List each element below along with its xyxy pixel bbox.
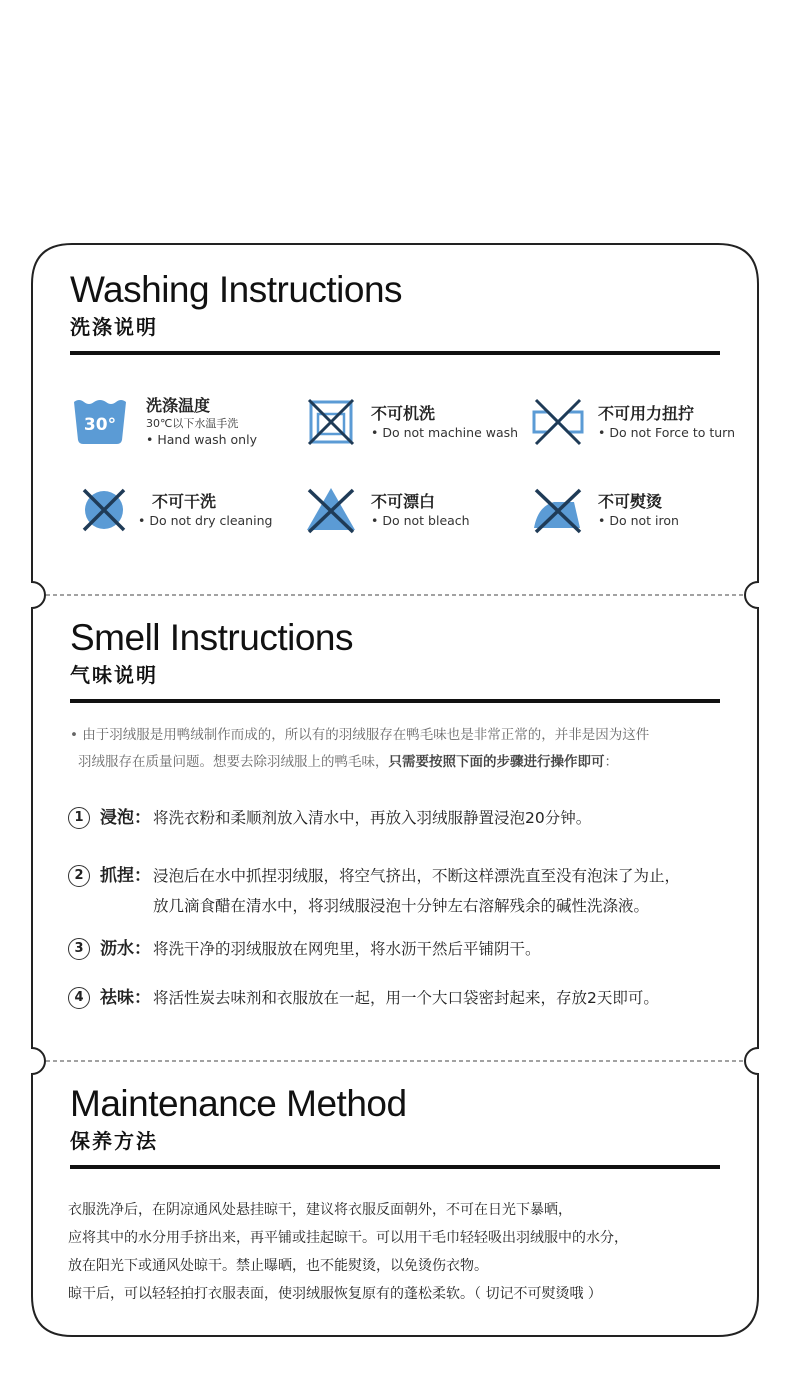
no-bleach-icon bbox=[303, 484, 359, 536]
wash-en: • Do not bleach bbox=[371, 512, 470, 528]
smell-header bbox=[70, 618, 720, 688]
washing-header bbox=[70, 270, 720, 340]
wash-en: • Do not dry cleaning bbox=[138, 512, 273, 528]
wash-item-hand-wash bbox=[72, 396, 257, 448]
maintenance-title-cn: 保养方法 bbox=[70, 1129, 158, 1153]
wash-en: • Do not iron bbox=[598, 512, 679, 528]
step-name: 浸泡： bbox=[100, 808, 151, 828]
washing-title-cn: 洗涤说明 bbox=[70, 315, 158, 339]
smell-intro-line2-b: 只需要按照下面的步骤进行操作即可 bbox=[388, 754, 605, 770]
step-line: 放几滴食醋在清水中，将羽绒服浸泡十分钟左右溶解残余的碱性洗涤液。 bbox=[153, 897, 650, 915]
maintenance-title-en: Maintenance Method bbox=[70, 1083, 407, 1124]
no-machine-wash-icon bbox=[303, 396, 359, 448]
wash-item-no-iron bbox=[530, 484, 679, 536]
wash-en: • Hand wash only bbox=[146, 432, 257, 447]
wash-label: 洗涤温度 bbox=[146, 396, 211, 415]
smell-rule bbox=[70, 699, 720, 703]
smell-title-en: Smell Instructions bbox=[70, 617, 353, 658]
step-line: 将洗干净的羽绒服放在网兜里，将水沥干然后平铺阴干。 bbox=[153, 940, 541, 958]
no-wring-icon bbox=[530, 396, 586, 448]
wash-item-no-dry-clean bbox=[78, 484, 272, 536]
smell-step-3 bbox=[68, 934, 738, 964]
no-dry-clean-icon bbox=[78, 484, 134, 536]
wash-label: 不可漂白 bbox=[371, 491, 436, 511]
smell-step-4 bbox=[68, 983, 738, 1013]
maintenance-line: 应将其中的水分用手挤出来，再平铺或挂起晾干。可以用干毛巾轻轻吸出羽绒服中的水分， bbox=[68, 1230, 628, 1246]
step-name: 祛味： bbox=[100, 988, 151, 1008]
no-iron-icon bbox=[530, 484, 586, 536]
step-number-badge: 2 bbox=[68, 865, 90, 887]
step-number-badge: 3 bbox=[68, 938, 90, 960]
step-line: 将活性炭去味剂和衣服放在一起，用一个大口袋密封起来，存放2天即可。 bbox=[153, 989, 659, 1007]
maintenance-line: 晾干后，可以轻轻拍打衣服表面，使羽绒服恢复原有的蓬松柔软。（ 切记不可熨烫哦 ） bbox=[68, 1286, 602, 1302]
smell-intro-line2-a: 羽绒服存在质量问题。想要去除羽绒服上的鸭毛味， bbox=[78, 754, 389, 770]
maintenance-body bbox=[68, 1196, 728, 1308]
maintenance-header bbox=[70, 1084, 720, 1154]
smell-intro-line2-c: ： bbox=[604, 754, 618, 770]
wash-sub: 30℃以下水温手洗 bbox=[146, 417, 239, 430]
washing-title-en: Washing Instructions bbox=[70, 269, 403, 310]
step-name: 抓捏： bbox=[100, 866, 151, 886]
step-number-badge: 1 bbox=[68, 807, 90, 829]
washing-rule bbox=[70, 351, 720, 355]
maintenance-line: 衣服洗净后，在阴凉通风处悬挂晾干，建议将衣服反面朝外，不可在日光下暴晒， bbox=[68, 1202, 572, 1218]
maintenance-line: 放在阳光下或通风处晾干。禁止曝晒，也不能熨烫，以免烫伤衣物。 bbox=[68, 1258, 488, 1274]
wash-label: 不可熨烫 bbox=[598, 491, 663, 511]
smell-intro-line1: • 由于羽绒服是用鸭绒制作而成的，所以有的羽绒服存在鸭毛味也是非常正常的，并非是因为这件 bbox=[70, 727, 650, 743]
wash-item-no-machine bbox=[303, 396, 518, 448]
wash-item-no-wring bbox=[530, 396, 735, 448]
hand-wash-30-icon bbox=[72, 396, 128, 448]
wash-en: • Do not Force to turn bbox=[598, 424, 736, 440]
smell-step-1 bbox=[68, 803, 738, 833]
step-name: 沥水： bbox=[100, 939, 151, 959]
smell-title-cn: 气味说明 bbox=[70, 663, 158, 687]
wash-item-no-bleach bbox=[303, 484, 470, 536]
wash-en: • Do not machine wash bbox=[371, 424, 519, 440]
step-number-badge: 4 bbox=[68, 987, 90, 1009]
wash-label: 不可干洗 bbox=[152, 491, 217, 511]
smell-intro bbox=[70, 722, 730, 776]
smell-step-2 bbox=[68, 861, 738, 921]
wash-label: 不可机洗 bbox=[371, 403, 436, 423]
wash-label: 不可用力扭拧 bbox=[598, 403, 695, 423]
svg-text:30°: 30° bbox=[83, 415, 117, 435]
maintenance-rule bbox=[70, 1165, 720, 1169]
step-line: 将洗衣粉和柔顺剂放入清水中，再放入羽绒服静置浸泡20分钟。 bbox=[153, 809, 592, 827]
step-line: 浸泡后在水中抓捏羽绒服，将空气挤出，不断这样漂洗直至没有泡沫了为止， bbox=[153, 867, 681, 885]
